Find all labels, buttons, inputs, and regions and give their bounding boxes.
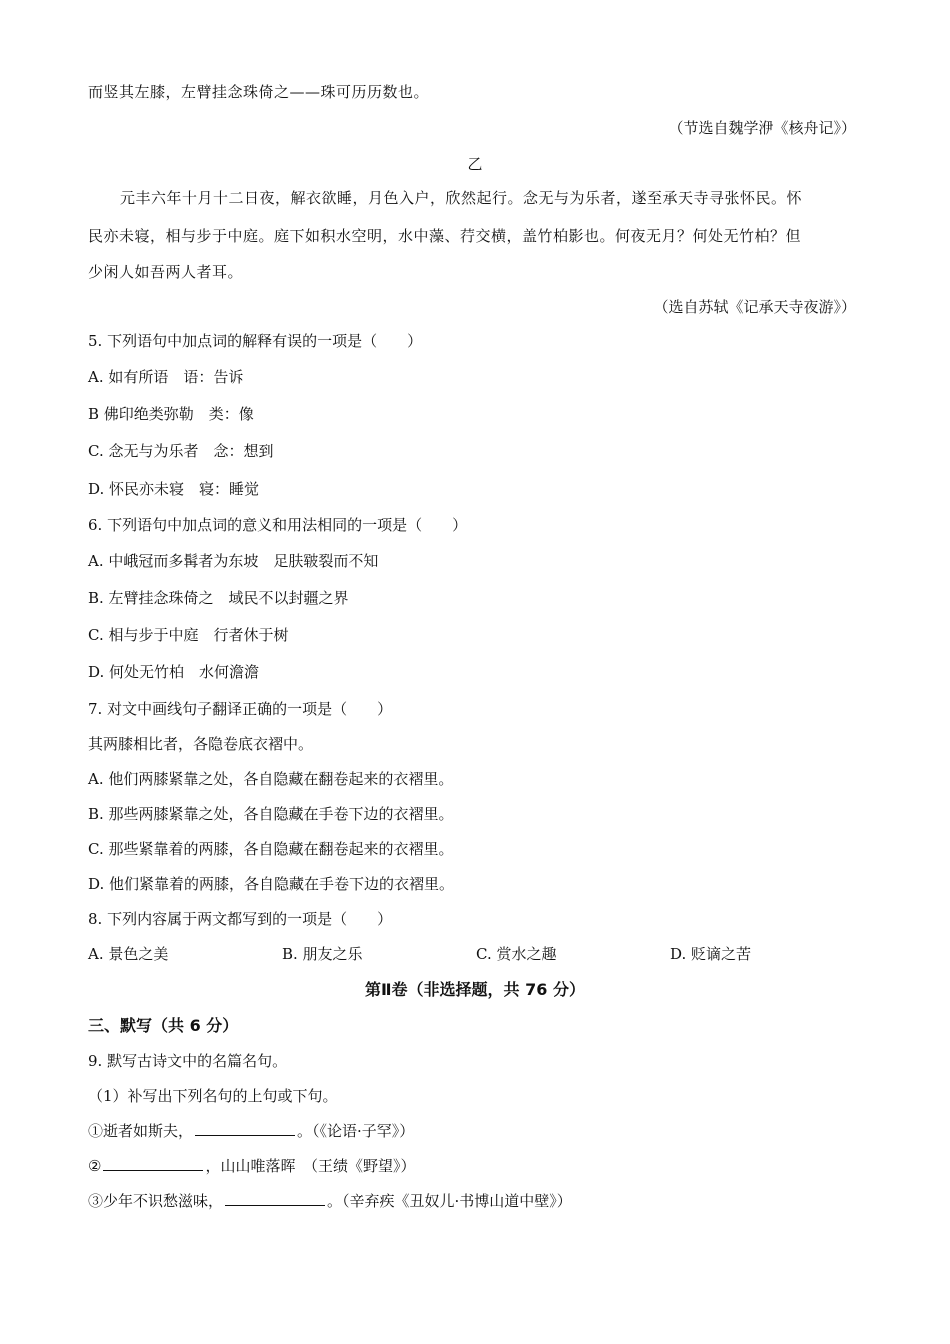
question-8-stem: 8. 下列内容属于两文都写到的一项是（ ） (88, 910, 393, 928)
question-5-option-a: A. 如有所语 语：告诉 (88, 368, 244, 386)
question-7-option-c: C. 那些紧靠着的两膝，各自隐藏在翻卷起来的衣褶里。 (88, 840, 454, 858)
question-7-option-a: A. 他们两膝紧靠之处，各自隐藏在翻卷起来的衣褶里。 (88, 770, 454, 788)
item-3-suffix: 。（辛弃疾《丑奴儿·书博山道中壁》） (327, 1192, 572, 1210)
question-9-item-2 (88, 1156, 415, 1176)
passage-yi-line-1: 元丰六年十月十二日夜，解衣欲睡，月色入户，欣然起行。念无与为乐者，遂至承天寺寻张怀民。怀 (120, 189, 803, 207)
question-7-sentence: 其两膝相比者，各隐卷底衣褶中。 (88, 735, 314, 753)
question-6-option-c: C. 相与步于中庭 行者休于树 (88, 626, 289, 644)
passage-yi-line-3: 少闲人如吾两人者耳。 (88, 263, 244, 281)
item-2-prefix: ② (88, 1157, 102, 1175)
passage-yi-source: （选自苏轼《记承天寺夜游》） (653, 298, 856, 316)
question-8-option-a: A. 景色之美 (88, 945, 169, 963)
answer-blank-3[interactable] (225, 1191, 325, 1206)
item-1-suffix: 。（《论语·子罕》） (297, 1122, 415, 1140)
question-7-option-d: D. 他们紧靠着的两膝，各自隐藏在手卷下边的衣褶里。 (88, 875, 455, 893)
question-8-option-b: B. 朋友之乐 (282, 945, 363, 963)
question-9-sub-1: （1）补写出下列名句的上句或下句。 (88, 1087, 338, 1105)
question-9-item-3 (88, 1191, 572, 1211)
question-5-stem: 5. 下列语句中加点词的解释有误的一项是（ ） (88, 332, 423, 350)
question-9-item-1 (88, 1121, 414, 1141)
question-8-option-d: D. 贬谪之苦 (670, 945, 752, 963)
question-5-option-b: B 佛印绝类弥勒 类：像 (88, 405, 254, 423)
question-6-stem: 6. 下列语句中加点词的意义和用法相同的一项是（ ） (88, 516, 468, 534)
item-3-prefix: ③少年不识愁滋味， (88, 1192, 224, 1210)
question-5-option-c: C. 念无与为乐者 念：想到 (88, 442, 274, 460)
question-8-option-c: C. 赏水之趣 (476, 945, 557, 963)
question-5-option-d: D. 怀民亦未寝 寝：睡觉 (88, 480, 260, 498)
question-9-stem: 9. 默写古诗文中的名篇名句。 (88, 1052, 288, 1070)
part-3-heading: 三、默写（共 6 分） (88, 1016, 239, 1035)
section-2-title: 第Ⅱ卷（非选择题，共 76 分） (365, 980, 585, 999)
passage-jia-source: （节选自魏学洢《核舟记》） (668, 119, 856, 137)
question-6-option-b: B. 左臂挂念珠倚之 域民不以封疆之界 (88, 589, 349, 607)
answer-blank-1[interactable] (195, 1121, 295, 1136)
passage-yi-line-2: 民亦未寝，相与步于中庭。庭下如积水空明，水中藻、荇交横，盖竹柏影也。何夜无月？何处无竹柏？但 (88, 227, 802, 245)
question-6-option-d: D. 何处无竹柏 水何澹澹 (88, 663, 260, 681)
passage-yi-heading: 乙 (467, 155, 483, 173)
question-6-option-a: A. 中峨冠而多髯者为东坡 足肤皲裂而不知 (88, 552, 379, 570)
item-1-prefix: ①逝者如斯夫， (88, 1122, 194, 1140)
question-7-option-b: B. 那些两膝紧靠之处，各自隐藏在手卷下边的衣褶里。 (88, 805, 454, 823)
question-7-stem: 7. 对文中画线句子翻译正确的一项是（ ） (88, 700, 393, 718)
passage-jia-last-line: 而竖其左膝，左臂挂念珠倚之——珠可历历数也。 (88, 83, 430, 101)
answer-blank-2[interactable] (103, 1156, 203, 1171)
item-2-suffix: ，山山唯落晖 （王绩《野望》） (205, 1157, 416, 1175)
